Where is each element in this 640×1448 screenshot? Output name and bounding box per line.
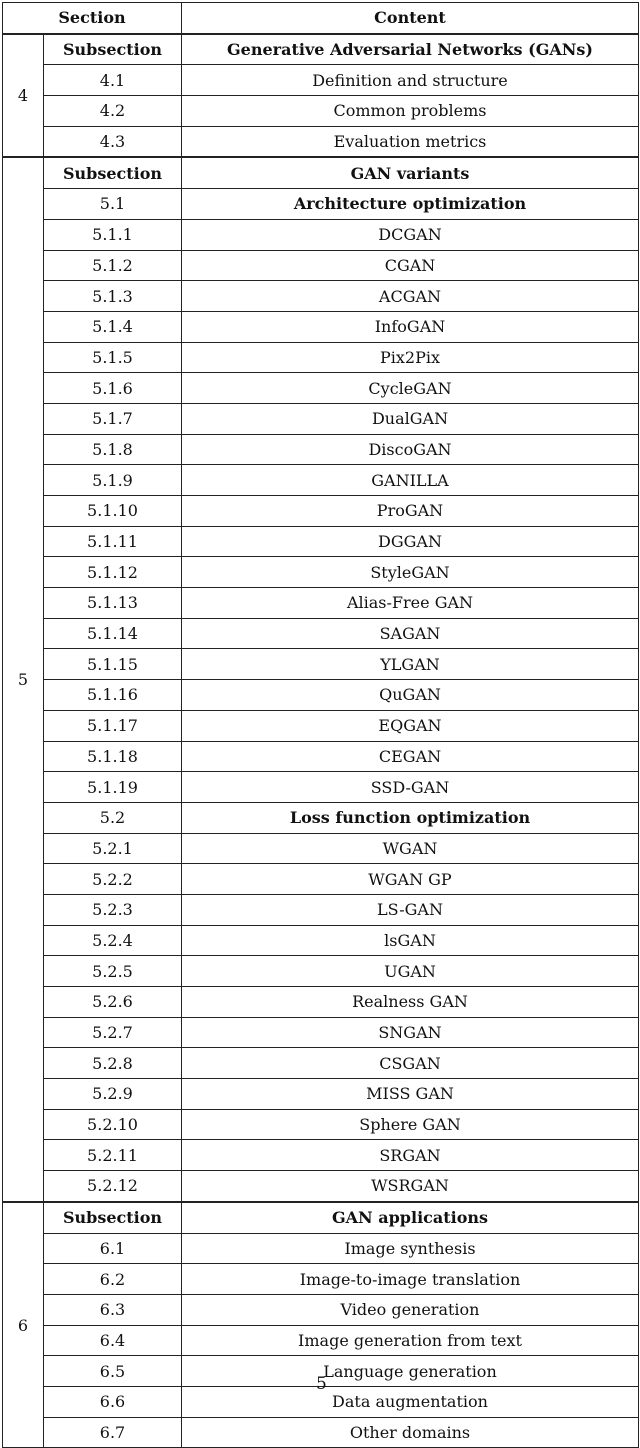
table-row	[3, 373, 639, 404]
table-row	[3, 618, 639, 649]
content-cell: Evaluation metrics	[182, 126, 639, 157]
subsection-cell: 5.1	[44, 189, 182, 220]
table-row	[3, 1171, 639, 1202]
table-row	[3, 1140, 639, 1171]
content-cell: Image synthesis	[182, 1233, 639, 1264]
table-row	[3, 710, 639, 741]
table-row	[3, 311, 639, 342]
table-row	[3, 34, 639, 65]
content-cell: InfoGAN	[182, 311, 639, 342]
subsection-cell: 6.1	[44, 1233, 182, 1264]
subsection-cell: 5.1.10	[44, 496, 182, 527]
table-row	[3, 1079, 639, 1110]
subsection-cell: 6.4	[44, 1325, 182, 1356]
subsection-cell: 5.2.10	[44, 1109, 182, 1140]
subsection-cell: 5.1.17	[44, 710, 182, 741]
subsection-cell: 5.2.6	[44, 987, 182, 1018]
content-cell: StyleGAN	[182, 557, 639, 588]
content-cell: WSRGAN	[182, 1171, 639, 1202]
table-row	[3, 403, 639, 434]
table-row	[3, 1202, 639, 1233]
table-row	[3, 1109, 639, 1140]
table-row	[3, 526, 639, 557]
content-cell: UGAN	[182, 956, 639, 987]
content-cell: SRGAN	[182, 1140, 639, 1171]
table-row	[3, 987, 639, 1018]
subsection-cell: 6.6	[44, 1386, 182, 1417]
subsection-cell: 5.1.5	[44, 342, 182, 373]
content-cell: Loss function optimization	[182, 802, 639, 833]
content-cell: WGAN GP	[182, 864, 639, 895]
subsection-cell: 5.1.14	[44, 618, 182, 649]
subsection-cell: 5.1.9	[44, 465, 182, 496]
table-row	[3, 1294, 639, 1325]
subsection-cell: 5.2	[44, 802, 182, 833]
subsection-cell: 6.2	[44, 1264, 182, 1295]
header-row	[3, 3, 639, 34]
subsection-cell: 5.1.18	[44, 741, 182, 772]
subsection-cell: 5.2.1	[44, 833, 182, 864]
subsection-cell: 5.1.6	[44, 373, 182, 404]
content-cell: EQGAN	[182, 710, 639, 741]
content-cell: SAGAN	[182, 618, 639, 649]
table-row	[3, 894, 639, 925]
subsection-cell: 5.1.11	[44, 526, 182, 557]
table-row	[3, 1264, 639, 1295]
subsection-cell: 5.2.3	[44, 894, 182, 925]
table-row	[3, 680, 639, 711]
content-cell: CSGAN	[182, 1048, 639, 1079]
subsection-cell: 5.1.4	[44, 311, 182, 342]
page-number: 5	[316, 1374, 327, 1394]
content-cell: Image-to-image translation	[182, 1264, 639, 1295]
subsection-cell: 5.1.13	[44, 588, 182, 619]
content-cell: Definition and structure	[182, 65, 639, 96]
content-cell: Common problems	[182, 96, 639, 127]
table-body	[3, 34, 639, 1448]
subsection-cell: 5.1.19	[44, 772, 182, 803]
table-row	[3, 772, 639, 803]
subsection-cell: 6.3	[44, 1294, 182, 1325]
section-number-cell: 5	[3, 157, 44, 1201]
table-row	[3, 496, 639, 527]
subsection-cell: 5.2.5	[44, 956, 182, 987]
table-row	[3, 65, 639, 96]
header-section: Section	[3, 3, 182, 34]
content-cell: GAN applications	[182, 1202, 639, 1233]
content-cell: SNGAN	[182, 1017, 639, 1048]
table-row	[3, 189, 639, 220]
subsection-cell: 4.2	[44, 96, 182, 127]
content-cell: Alias-Free GAN	[182, 588, 639, 619]
content-cell: DiscoGAN	[182, 434, 639, 465]
table-row	[3, 1048, 639, 1079]
subsection-cell: 5.2.9	[44, 1079, 182, 1110]
table-row	[3, 1233, 639, 1264]
subsection-cell: 5.1.3	[44, 281, 182, 312]
content-cell: ProGAN	[182, 496, 639, 527]
content-cell: QuGAN	[182, 680, 639, 711]
content-cell: Data augmentation	[182, 1386, 639, 1417]
content-cell: YLGAN	[182, 649, 639, 680]
subsection-cell: Subsection	[44, 34, 182, 65]
content-cell: SSD-GAN	[182, 772, 639, 803]
subsection-cell: 4.1	[44, 65, 182, 96]
subsection-cell: Subsection	[44, 1202, 182, 1233]
table-row	[3, 557, 639, 588]
content-cell: Video generation	[182, 1294, 639, 1325]
contents-table	[2, 2, 639, 1448]
subsection-cell: 4.3	[44, 126, 182, 157]
content-cell: GANILLA	[182, 465, 639, 496]
subsection-cell: 5.1.15	[44, 649, 182, 680]
content-cell: WGAN	[182, 833, 639, 864]
table-row	[3, 157, 639, 188]
table-row	[3, 1417, 639, 1448]
subsection-cell: 5.2.2	[44, 864, 182, 895]
content-cell: Sphere GAN	[182, 1109, 639, 1140]
content-cell: LS-GAN	[182, 894, 639, 925]
subsection-cell: 5.1.2	[44, 250, 182, 281]
subsection-cell: 6.7	[44, 1417, 182, 1448]
table-row	[3, 956, 639, 987]
content-cell: Language generation	[182, 1356, 639, 1387]
table-row	[3, 802, 639, 833]
content-cell: lsGAN	[182, 925, 639, 956]
table-row	[3, 281, 639, 312]
content-cell: DualGAN	[182, 403, 639, 434]
table-row	[3, 588, 639, 619]
content-cell: DGGAN	[182, 526, 639, 557]
subsection-cell: Subsection	[44, 157, 182, 188]
content-cell: GAN variants	[182, 157, 639, 188]
subsection-cell: 5.1.16	[44, 680, 182, 711]
content-cell: CGAN	[182, 250, 639, 281]
subsection-cell: 5.1.1	[44, 219, 182, 250]
content-cell: Generative Adversarial Networks (GANs)	[182, 34, 639, 65]
content-cell: Image generation from text	[182, 1325, 639, 1356]
subsection-cell: 5.2.12	[44, 1171, 182, 1202]
content-cell: CycleGAN	[182, 373, 639, 404]
content-cell: Pix2Pix	[182, 342, 639, 373]
subsection-cell: 5.2.11	[44, 1140, 182, 1171]
content-cell: Other domains	[182, 1417, 639, 1448]
subsection-cell: 5.1.7	[44, 403, 182, 434]
subsection-cell: 6.5	[44, 1356, 182, 1387]
content-cell: ACGAN	[182, 281, 639, 312]
table-row	[3, 342, 639, 373]
table-row	[3, 219, 639, 250]
subsection-cell: 5.2.7	[44, 1017, 182, 1048]
subsection-cell: 5.1.8	[44, 434, 182, 465]
content-cell: DCGAN	[182, 219, 639, 250]
table-row	[3, 833, 639, 864]
subsection-cell: 5.2.4	[44, 925, 182, 956]
header-content: Content	[182, 3, 639, 34]
table-row	[3, 434, 639, 465]
table-row	[3, 465, 639, 496]
table-row	[3, 126, 639, 157]
table-row	[3, 864, 639, 895]
table-row	[3, 649, 639, 680]
subsection-cell: 5.2.8	[44, 1048, 182, 1079]
section-number-cell: 4	[3, 34, 44, 158]
table-row	[3, 1325, 639, 1356]
table-row	[3, 925, 639, 956]
section-number-cell: 6	[3, 1202, 44, 1448]
content-cell: Architecture optimization	[182, 189, 639, 220]
content-cell: CEGAN	[182, 741, 639, 772]
table-row	[3, 96, 639, 127]
subsection-cell: 5.1.12	[44, 557, 182, 588]
content-cell: Realness GAN	[182, 987, 639, 1018]
table-row	[3, 1017, 639, 1048]
table-row	[3, 250, 639, 281]
table-row	[3, 741, 639, 772]
content-cell: MISS GAN	[182, 1079, 639, 1110]
